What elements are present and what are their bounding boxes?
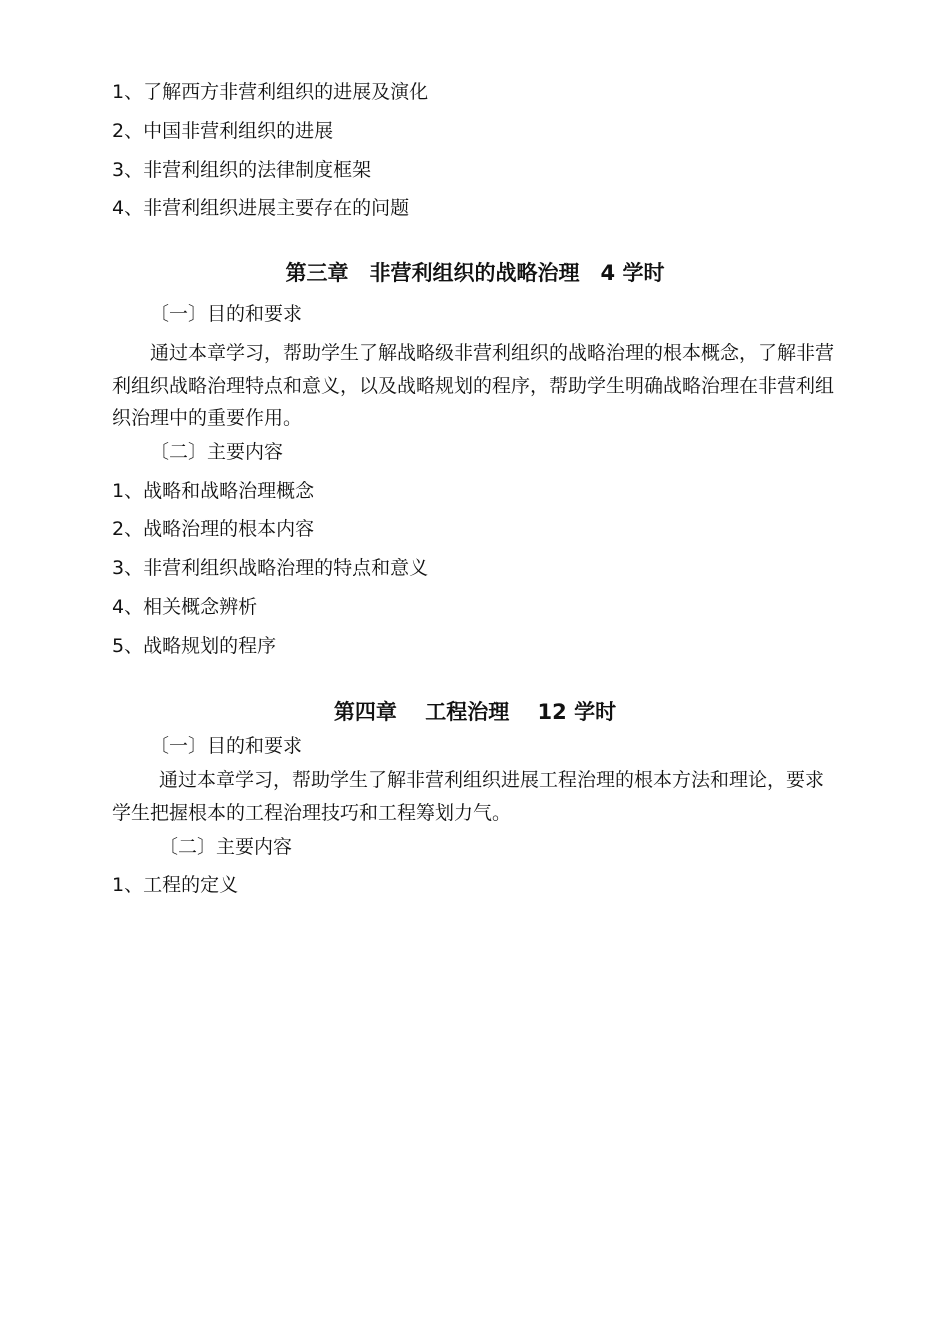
list-item: 4、相关概念辨析 (112, 596, 258, 618)
list-item: 5、战略规划的程序 (112, 635, 277, 657)
chapter4-title: 第四章 工程治理 12 学时 (333, 700, 617, 724)
chapter3-title: 第三章 非营利组织的战略治理 4 学时 (285, 261, 665, 285)
chapter3-subheading-goals: 〔一〕目的和要求 (150, 303, 303, 325)
chapter3-paragraph-line: 织治理中的重要作用。 (112, 407, 303, 429)
chapter3-paragraph-line: 通过本章学习，帮助学生了解战略级非营利组织的战略治理的根本概念，了解非营 (150, 342, 835, 364)
chapter3-subheading-content: 〔二〕主要内容 (150, 441, 284, 463)
list-item: 1、工程的定义 (112, 874, 239, 896)
chapter4-subheading-goals: 〔一〕目的和要求 (150, 735, 303, 757)
list-item: 1、战略和战略治理概念 (112, 480, 315, 502)
list-item: 4、非营利组织进展主要存在的问题 (112, 197, 410, 219)
list-item: 1、了解西方非营利组织的进展及演化 (112, 81, 429, 103)
chapter3-paragraph-line: 利组织战略治理特点和意义，以及战略规划的程序，帮助学生明确战略治理在非营利组 (112, 375, 835, 397)
list-item: 2、战略治理的根本内容 (112, 518, 315, 540)
chapter4-subheading-content: 〔二〕主要内容 (159, 836, 293, 858)
list-item: 3、非营利组织战略治理的特点和意义 (112, 557, 429, 579)
list-item: 3、非营利组织的法律制度框架 (112, 159, 372, 181)
chapter4-paragraph-line: 学生把握根本的工程治理技巧和工程筹划力气。 (112, 802, 512, 824)
chapter4-paragraph-line: 通过本章学习，帮助学生了解非营利组织进展工程治理的根本方法和理论，要求 (159, 769, 825, 791)
list-item: 2、中国非营利组织的进展 (112, 120, 334, 142)
